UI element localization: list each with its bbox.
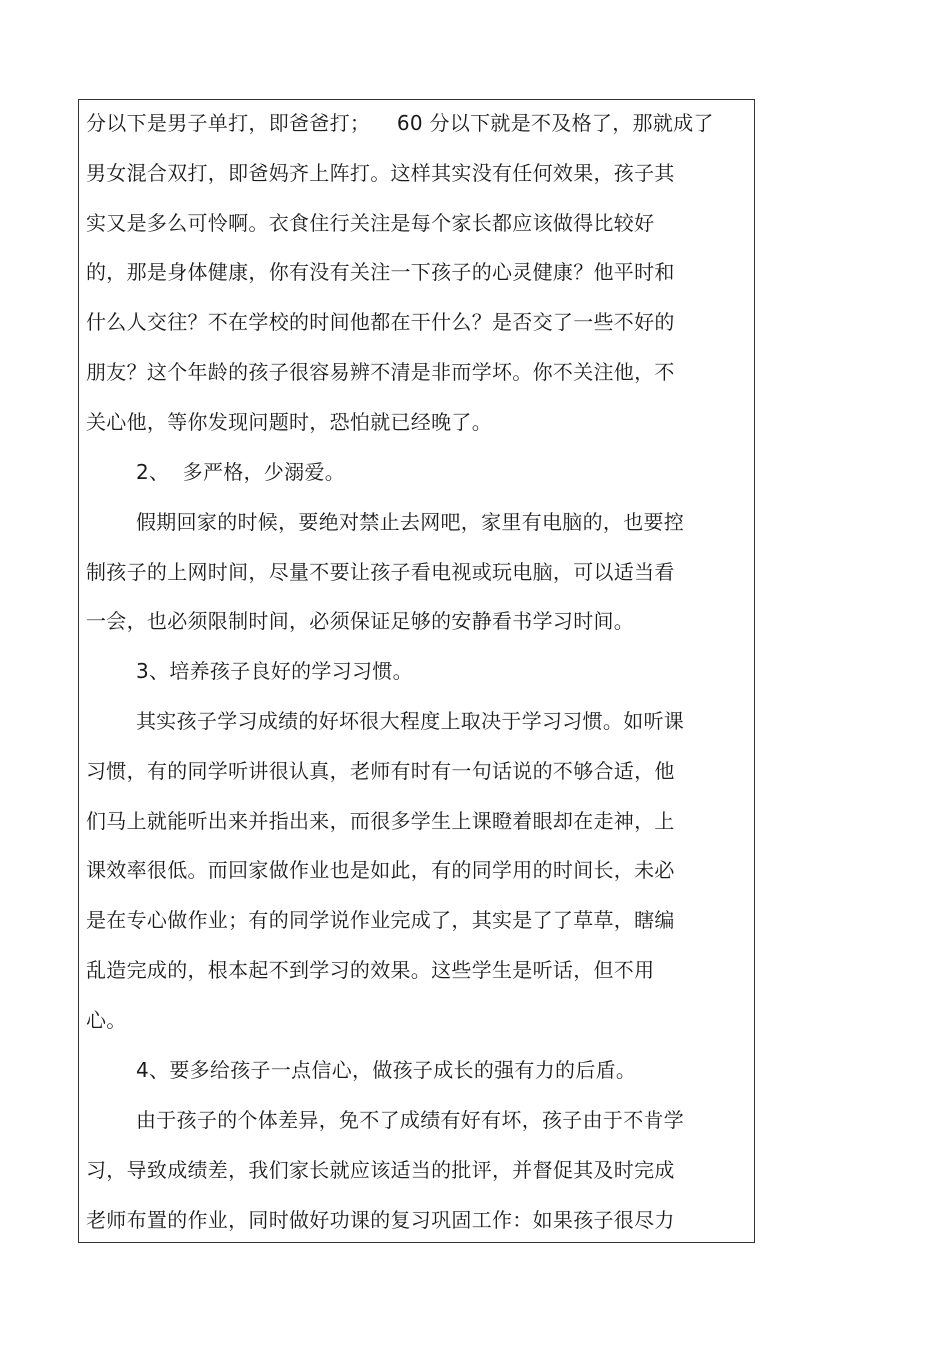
section-heading: 4、要多给孩子一点信心，做孩子成长的强有力的后盾。 [136, 1058, 637, 1082]
text-line: 分以下是男子单打，即爸爸打； 60 分以下就是不及格了，那就成了 [86, 111, 714, 135]
text-line: 其实孩子学习成绩的好坏很大程度上取决于学习习惯。如听课 [136, 709, 685, 733]
text-line: 习惯，有的同学听讲很认真，老师有时有一句话说的不够合适，他 [86, 759, 675, 783]
text-line: 实又是多么可怜啊。衣食住行关注是每个家长都应该做得比较好 [86, 211, 655, 235]
text-line: 关心他，等你发现问题时，恐怕就已经晚了。 [86, 410, 492, 434]
section-heading: 2、 多严格，少溺爱。 [136, 460, 346, 484]
text-line: 课效率很低。而回家做作业也是如此，有的同学用的时间长，未必 [86, 858, 675, 882]
text-line: 乱造完成的，根本起不到学习的效果。这些学生是听话，但不用 [86, 958, 655, 982]
text-line: 是在专心做作业；有的同学说作业完成了，其实是了了草草，瞎编 [86, 908, 675, 932]
text-line: 什么人交往？不在学校的时间他都在干什么？是否交了一些不好的 [86, 310, 675, 334]
text-line: 朋友？这个年龄的孩子很容易辨不清是非而学坏。你不关注他，不 [86, 360, 675, 384]
text-line: 一会，也必须限制时间，必须保证足够的安静看书学习时间。 [86, 609, 635, 633]
text-line: 假期回家的时候，要绝对禁止去网吧，家里有电脑的，也要控 [136, 510, 685, 534]
text-line: 心。 [86, 1008, 127, 1032]
text-line: 的，那是身体健康，你有没有关注一下孩子的心灵健康？他平时和 [86, 260, 675, 284]
section-heading: 3、培养孩子良好的学习习惯。 [136, 659, 413, 683]
text-line: 制孩子的上网时间，尽量不要让孩子看电视或玩电脑，可以适当看 [86, 560, 675, 584]
text-line: 习，导致成绩差，我们家长就应该适当的批评，并督促其及时完成 [86, 1158, 675, 1182]
text-line: 们马上就能听出来并指出来，而很多学生上课瞪着眼却在走神，上 [86, 809, 675, 833]
text-line: 老师布置的作业，同时做好功课的复习巩固工作：如果孩子很尽力 [86, 1208, 675, 1232]
text-line: 由于孩子的个体差异，免不了成绩有好有坏，孩子由于不肯学 [136, 1108, 685, 1132]
text-line: 男女混合双打，即爸妈齐上阵打。这样其实没有任何效果，孩子其 [86, 161, 675, 185]
